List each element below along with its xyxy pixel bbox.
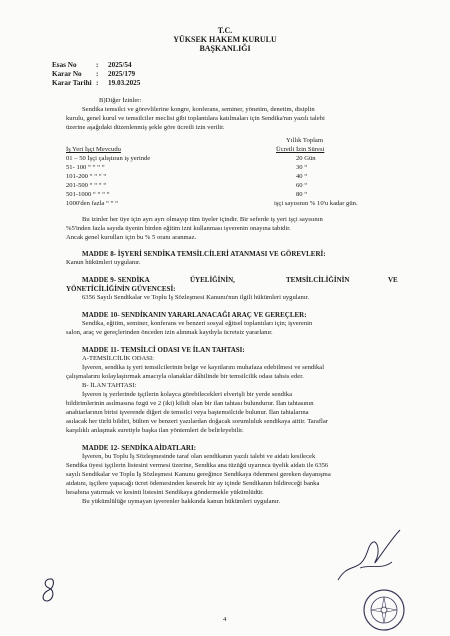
- meta-value: 19.03.2025: [108, 79, 141, 87]
- madde12-line5: hesabına yatırmak ve kesinti listesini Sendikaya göndermekle yükümlüdür.: [66, 489, 264, 496]
- table-row-b: 30 “: [296, 164, 308, 171]
- page-number: 4: [223, 616, 227, 623]
- header-court-name: YÜKSEK HAKEM KURULU: [173, 35, 277, 44]
- meta-key: Esas No: [52, 61, 77, 69]
- madde12-line6: Bu yükümlülüğe uymayan işverenler hakkında kanun hükümleri uygulanır.: [82, 498, 281, 505]
- table-row-b: işçi sayısının % 10'u kadar gün.: [274, 200, 358, 207]
- madde10-line2: salon, araç ve gereçlerinden önceden izin alınmak kaydıyla ücretsiz yararlanır.: [66, 329, 273, 336]
- madde11-b-line4: asılacak her türlü bildiri, bülten ve benzeri yazılardan doğacak sorumluluk sendikaya aittir. Taraflar: [66, 418, 328, 425]
- madde12-line4: aidatını, işçilere yapacağı ücret ödemesinden keserek bir ay içinde Sendikanın bildireceği banka: [66, 480, 320, 487]
- table-row-a: 51- 100 “ “ “ “: [66, 164, 105, 171]
- header-presidency: BAŞKANLIĞI: [199, 44, 251, 53]
- madde9-body: 6356 Sayılı Sendikalar ve Toplu İş Sözleşmesi Kanunu'nun ilgili hükümleri uygulanır.: [82, 294, 310, 301]
- madde11-b-line5: karşılıklı anlaşmak suretiyle başka ilan yöntemleri de belirleyebilir.: [66, 427, 244, 434]
- madde9-title-part: YÖNETİCİLİĞİNİN GÜVENCESİ:: [66, 285, 176, 293]
- section-b-para1-line3: üzerine aşağıdaki düzenlenmiş şekle göre ücretli izin verilir.: [66, 124, 225, 131]
- table-col2-head1: Yıllık Toplam: [286, 137, 323, 144]
- section-b-title: B)Diğer İzinler:: [99, 97, 142, 104]
- madde11-a-title: A-TEMSİLCİLİK ODASI:: [82, 355, 154, 362]
- madde11-b-line1: İşveren iş yerlerinde işçilerin kolayca görebilecekleri elverişli bir yerde sendika: [82, 391, 292, 398]
- madde11-b-line2: bildirimlerinin asılmasına özgü ve 2 (iki) kilidi olan bir ilan tahtası bulundurur. İlan tahtasının: [66, 400, 314, 407]
- meta-value: 2025/179: [108, 70, 136, 78]
- madde11-b-title: B- İLAN TAHTASI:: [82, 382, 137, 389]
- table-row-b: 20 Gün: [296, 155, 316, 162]
- madde11-title: MADDE 11- TEMSİLCİ ODASI VE İLAN TAHTASI:: [82, 346, 245, 354]
- madde12-title: MADDE 12- SENDİKA AİDATLARI:: [82, 444, 197, 452]
- madde8-title: MADDE 8- İŞYERİ SENDİKA TEMSİLCİLERİ ATANMASI VE GÖREVLERİ:: [82, 250, 326, 258]
- madde9-title-part: VE: [388, 276, 398, 284]
- madde8-body: Kanun hükümleri uygulanır.: [66, 259, 141, 266]
- handwritten-initial-mark: [38, 576, 60, 604]
- madde11-b-line3: anahtarlarının birisi işverende diğeri de temsilci veya baştemsilcide bulunur. İlan tahtalarına: [66, 409, 309, 416]
- madde12-line3: sayılı Sendikalar ve Toplu İş Sözleşmesi Kanunu gereğince Sendikaya ödenmesi gereken dayanışma: [66, 471, 331, 478]
- section-b-para2-line1: Bu izinler her üye için ayrı ayrı olmayıp tüm üyeler içindir. Bir seferde iş yeri işçi sayısının: [82, 216, 323, 223]
- madde11-a-line2: çalışmalarını kolaylaştırmak amacıyla olanaklar dâhilinde bir temsilcilik odası tahsis eder.: [66, 373, 304, 380]
- madde10-title: MADDE 10- SENDİKANIN YARARLANACAĞI ARAÇ VE GEREÇLER:: [82, 311, 307, 319]
- header-tc: T.C.: [217, 26, 233, 35]
- madde11-a-line1: İşveren, sendika iş yeri temsilcilerinin belge ve kayıtlarını muhafaza edebilmesi ve sendikal: [82, 364, 325, 371]
- signature-scribble: [330, 520, 410, 590]
- madde9-title-part: TEMSİLCİLİĞİNİN: [286, 276, 350, 284]
- table-row-b: 40 “: [296, 173, 308, 180]
- meta-esas-no: Esas No : 2025/54: [52, 61, 132, 69]
- table-row-b: 80 “: [296, 191, 308, 198]
- table-row-a: 501-1000 “ “ “ “: [66, 191, 110, 198]
- madde9-title-part: MADDE 9- SENDİKA: [82, 276, 150, 284]
- table-col2-head2: Ücretli İzin Süresi: [276, 146, 325, 153]
- table-row-a: 1000'den fazla “ “ “: [66, 200, 119, 207]
- meta-value: 2025/54: [108, 61, 132, 69]
- table-col1-head: İş Yeri İşçi Mevcudu: [66, 146, 121, 153]
- madde10-line1: Sendika, eğitim, seminer, konferans ve benzeri sosyal eğitsel toplantıları için; işverenin: [82, 320, 313, 327]
- meta-key: Karar No: [52, 70, 82, 78]
- section-b-para1-line2: kurulu, genel kurul ve temsilciler meclisi gibi toplantılara katılmaları için Sendika'nın yazılı talebi: [66, 115, 325, 122]
- section-b-para2-line3: Ancak genel kurulları için bu % 5 oranı aranmaz.: [66, 234, 197, 241]
- official-round-stamp: [362, 588, 406, 632]
- section-b-para1-line1: Sendika temsilci ve görevlilerine kongre, konferans, seminer, yönetim, denetim, disiplin: [82, 106, 315, 113]
- table-row-a: 101-200 “ “ “ “: [66, 173, 107, 180]
- section-b-para2-line2: %5'inden fazla sayıda üyenin birden eğitim izni kullanması işverenin onayına tabidir.: [66, 225, 291, 232]
- meta-karar-no: Karar No : 2025/179: [52, 70, 136, 78]
- madde12-line2: Sendika üyesi işçilerin listesini vermesi üzerine, Sendika ana tüzüğü uyarınca üyelik aidatı ile 6356: [66, 462, 329, 469]
- table-row-a: 201-500 “ “ “ “: [66, 182, 107, 189]
- meta-karar-tarihi: Karar Tarihi : 19.03.2025: [52, 79, 141, 87]
- madde12-line1: İşveren, bu Toplu İş Sözleşmesinde taraf olan sendikanın yazılı talebi ve aidatı kesilecek: [82, 453, 316, 460]
- meta-key: Karar Tarihi: [52, 79, 92, 87]
- table-row-b: 60 “: [296, 182, 308, 189]
- madde9-title-part: ÜYELİĞİNİN,: [190, 276, 235, 284]
- table-row-a: 01 – 50 İşçi çalıştıran iş yerinde: [66, 155, 151, 162]
